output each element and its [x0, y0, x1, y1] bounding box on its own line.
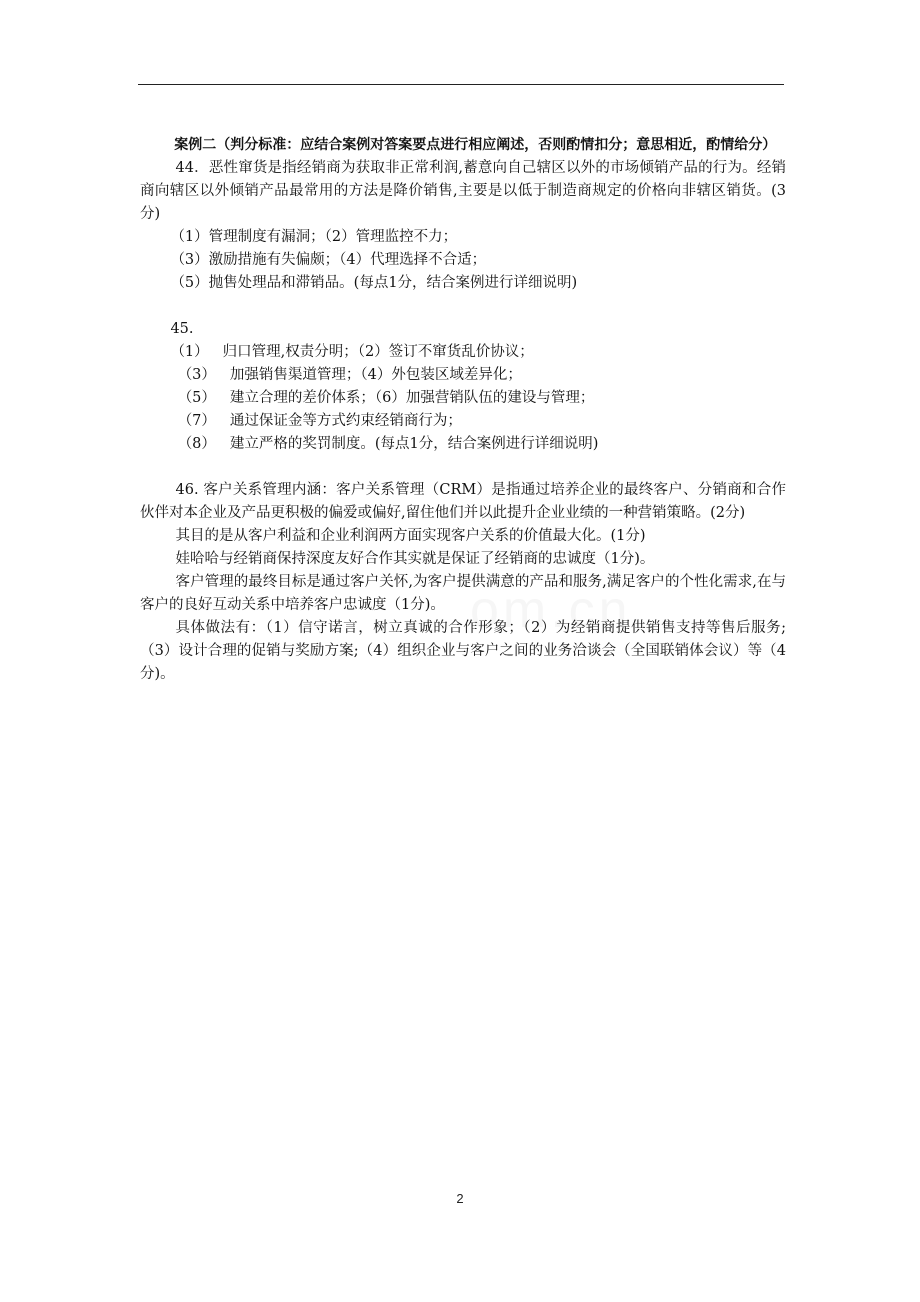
spacer [140, 456, 786, 479]
q44-item-1: （1）管理制度有漏洞；（2）管理监控不力； [170, 229, 458, 245]
q45-item-text: 加强销售渠道管理；（4）外包装区域差异化； [229, 367, 522, 383]
q46-paragraph-5: 具体做法有：（1）信守诺言，树立真诚的合作形象；（2）为经销商提供销售支持等售后服务;（3）设计合理的促销与奖励方案;（4）组织企业与客户之间的业务洽谈会（全国联销体会议）等（4分)。 [140, 620, 786, 682]
q46-paragraph-2: 其目的是从客户利益和企业利润两方面实现客户关系的价值最大化。(1分) [175, 528, 646, 544]
q45-item-1 [140, 318, 786, 364]
q44-intro: 44．恶性窜货是指经销商为获取非正常利润,蓄意向自己辖区以外的市场倾销产品的行为。经销商向辖区以外倾销产品最常用的方法是降价销售,主要是以低于制造商规定的价格向非辖区销货。(3分) [140, 160, 786, 222]
q45-item-number: （5） [177, 390, 216, 406]
q45-item-text: 建立严格的奖罚制度。(每点1分，结合案例进行详细说明) [229, 436, 599, 452]
q45-item-number: 45. （1） [170, 321, 209, 360]
document-body [140, 134, 786, 686]
q46-paragraph-3: 娃哈哈与经销商保持深度友好合作其实就是保证了经销商的忠诚度（1分)。 [175, 551, 655, 567]
q45-item-text: 归口管理,权责分明；（2）签订不窜货乱价协议； [222, 344, 534, 360]
q46-paragraph-1: 46. 客户关系管理内涵：客户关系管理（CRM）是指通过培养企业的最终客户、分销商和合作伙伴对本企业及产品更积极的偏爱或偏好,留住他们并以此提升企业业绩的一种营销策略。(2分) [140, 482, 786, 521]
q45-item-number: （3） [177, 367, 216, 383]
spacer [140, 295, 786, 318]
q45-item-number: （8） [177, 436, 216, 452]
q44-item-2: （3）激励措施有失偏颇；（4）代理选择不合适； [170, 252, 487, 268]
q45-item-text: 通过保证金等方式约束经销商行为； [229, 413, 462, 429]
q45-item-3 [140, 364, 786, 387]
watermark: om.cn [470, 581, 632, 639]
page-number: 2 [456, 1191, 464, 1206]
q46-paragraph-4: 客户管理的最终目标是通过客户关怀,为客户提供满意的产品和服务,满足客户的个性化需求,在与客户的良好互动关系中培养客户忠诚度（1分)。 [140, 574, 786, 613]
q45-item-number: （7） [177, 413, 216, 429]
case-heading: 案例二（判分标准：应结合案例对答案要点进行相应阐述，否则酌情扣分；意思相近，酌情给分） [174, 137, 777, 153]
q45-item-7 [140, 410, 786, 433]
q45-item-text: 建立合理的差价体系；（6）加强营销队伍的建设与管理； [229, 390, 595, 406]
q45-item-8 [140, 433, 786, 456]
header-rule [138, 84, 784, 85]
q45-item-5 [140, 387, 786, 410]
q44-item-3: （5）抛售处理品和滞销品。(每点1分，结合案例进行详细说明) [170, 275, 578, 291]
